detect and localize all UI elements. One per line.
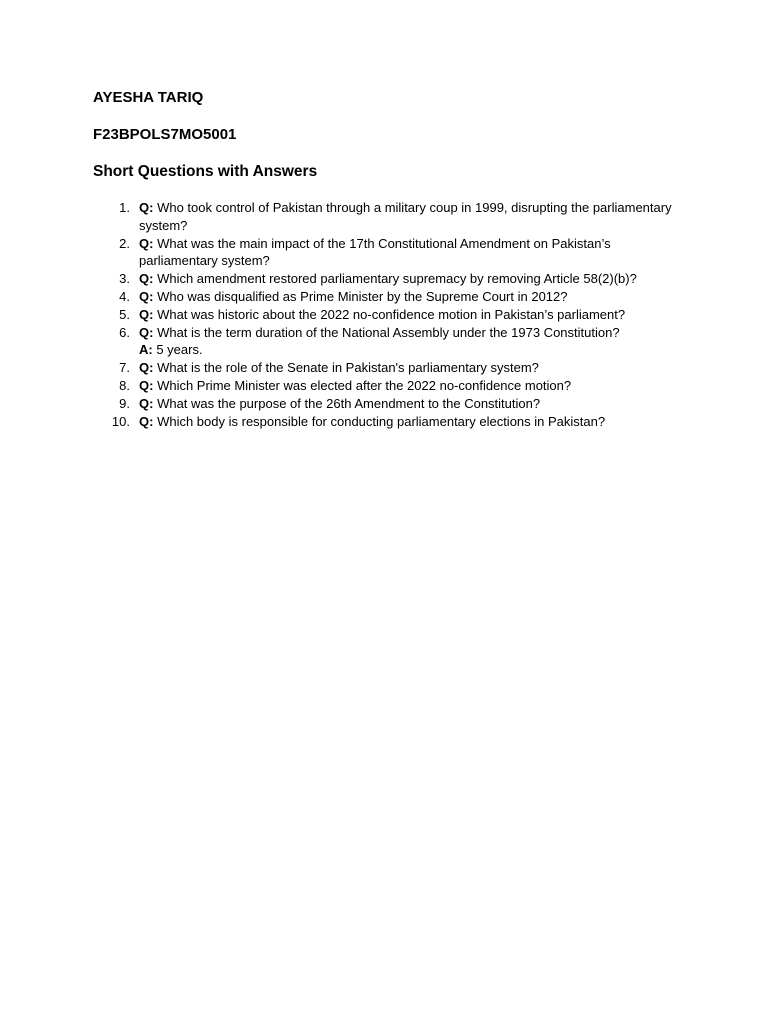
question-number: 10.	[111, 413, 130, 429]
question-text-line	[139, 414, 605, 429]
question-item	[0, 377, 768, 395]
question-number: 8.	[119, 377, 130, 393]
question-item	[0, 324, 768, 360]
question-text: Which amendment restored parliamentary supremacy by removing Article 58(2)(b)?	[157, 271, 637, 287]
author-name: AYESHA TARIQ	[93, 89, 204, 106]
question-text-line	[139, 360, 539, 375]
answer-text: 5 years.	[156, 342, 203, 358]
question-text-line	[139, 307, 625, 322]
question-text: What was the main impact of the 17th Constitutional Amendment on Pakistan’s parliamentary system?	[139, 235, 611, 269]
student-id: F23BPOLS7MO5001	[93, 126, 237, 143]
question-item	[0, 199, 768, 235]
question-text-line	[139, 289, 568, 304]
question-item	[0, 395, 768, 413]
question-text-line	[139, 236, 611, 269]
question-text-line	[139, 271, 637, 286]
question-text: Who took control of Pakistan through a military coup in 1999, disrupting the parliamentary system?	[139, 200, 672, 233]
question-number: 1.	[119, 200, 130, 215]
question-number: 6.	[119, 324, 130, 340]
question-number: 5.	[119, 306, 130, 322]
question-number: 2.	[119, 235, 130, 251]
question-number: 3.	[119, 271, 130, 287]
question-text-line	[139, 396, 540, 411]
question-item	[0, 270, 768, 288]
question-label: Q:	[139, 395, 154, 411]
answer-line	[139, 341, 680, 359]
question-text: What is the role of the Senate in Pakistan's parliamentary system?	[157, 360, 539, 376]
section-title: Short Questions with Answers	[93, 163, 318, 180]
question-label: Q:	[139, 377, 154, 393]
question-label: Q:	[139, 200, 154, 215]
question-label: Q:	[139, 324, 154, 340]
question-text: What is the term duration of the National Assembly under the 1973 Constitution?	[157, 324, 620, 340]
question-text: Which body is responsible for conducting parliamentary elections in Pakistan?	[157, 413, 606, 429]
question-item	[0, 306, 768, 324]
question-label: Q:	[139, 288, 154, 304]
question-label: Q:	[139, 235, 154, 251]
answer-label: A:	[139, 342, 153, 358]
question-number: 9.	[119, 395, 130, 411]
question-text: What was historic about the 2022 no-confidence motion in Pakistan’s parliament?	[157, 306, 626, 322]
question-text: What was the purpose of the 26th Amendment to the Constitution?	[157, 395, 541, 411]
questions-list	[0, 199, 768, 430]
question-text-line	[139, 325, 620, 340]
question-item	[0, 235, 768, 271]
question-text: Which Prime Minister was elected after the 2022 no-confidence motion?	[157, 377, 572, 393]
question-label: Q:	[139, 306, 154, 322]
question-label: Q:	[139, 360, 154, 376]
question-text-line	[139, 378, 571, 393]
question-item	[0, 359, 768, 377]
question-item	[0, 413, 768, 431]
question-label: Q:	[139, 271, 154, 287]
question-label: Q:	[139, 413, 154, 429]
question-item	[0, 288, 768, 306]
question-text: Who was disqualified as Prime Minister by the Supreme Court in 2012?	[157, 288, 568, 304]
question-number: 7.	[119, 360, 130, 376]
question-number: 4.	[119, 288, 130, 304]
question-text-line	[139, 200, 672, 233]
